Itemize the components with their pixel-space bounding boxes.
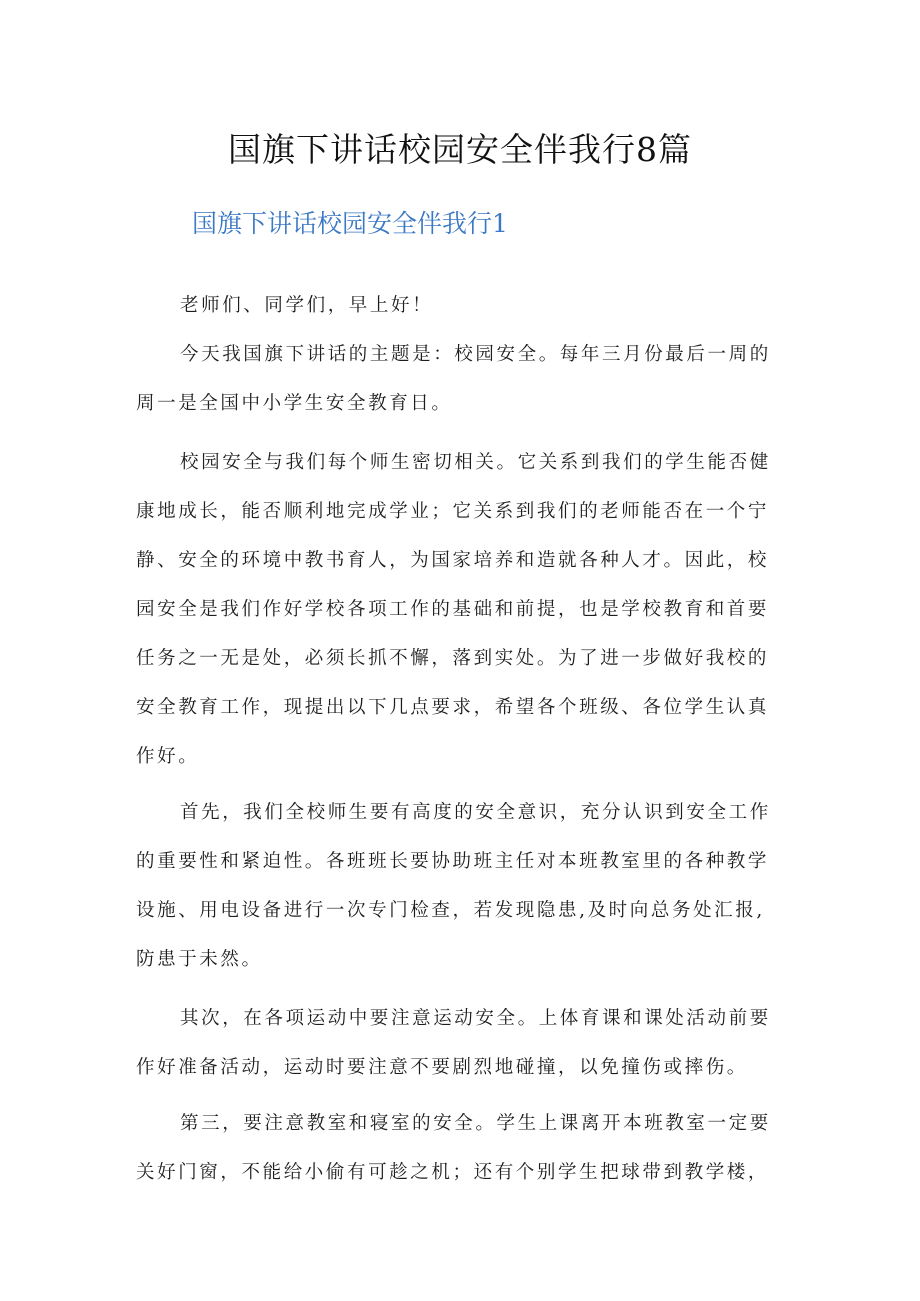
paragraph-line: 首先，我们全校师生要有高度的安全意识，充分认识到安全工作 bbox=[180, 802, 771, 823]
paragraph-line: 今天我国旗下讲话的主题是：校园安全。每年三月份最后一周的 bbox=[180, 344, 771, 365]
paragraph-line: 安全教育工作，现提出以下几点要求，希望各个班级、各位学生认真 bbox=[136, 697, 770, 718]
paragraph-line: 周一是全国中小学生安全教育日。 bbox=[136, 393, 453, 414]
paragraph-second-point bbox=[136, 994, 796, 1092]
paragraph-line: 防患于未然。 bbox=[136, 949, 263, 970]
paragraph-line: 静、安全的环境中教书育人，为国家培养和造就各种人才。因此，校 bbox=[136, 550, 770, 571]
paragraph-line: 任务之一无是处，必须长抓不懈，落到实处。为了进一步做好我校的 bbox=[136, 648, 770, 669]
paragraph-importance bbox=[136, 438, 796, 781]
paragraph-line: 园安全是我们作好学校各项工作的基础和前提，也是学校教育和首要 bbox=[136, 599, 770, 620]
paragraph-line: 老师们、同学们，早上好！ bbox=[180, 295, 434, 316]
section-heading: 国旗下讲话校园安全伴我行1 bbox=[192, 209, 508, 238]
paragraph-line: 其次，在各项运动中要注意运动安全。上体育课和课处活动前要 bbox=[180, 1008, 771, 1029]
paragraph-line: 康地成长，能否顺利地完成学业；它关系到我们的老师能否在一个宁 bbox=[136, 501, 770, 522]
paragraph-line: 关好门窗，不能给小偷有可趁之机；还有个别学生把球带到教学楼， bbox=[136, 1162, 770, 1183]
paragraph-first-point bbox=[136, 788, 796, 984]
paragraph-line: 的重要性和紧迫性。各班班长要协助班主任对本班教室里的各种教学 bbox=[136, 851, 770, 872]
paragraph-line: 作好准备活动，运动时要注意不要剧烈地碰撞，以免撞伤或摔伤。 bbox=[136, 1057, 748, 1078]
paragraph-line: 第三，要注意教室和寝室的安全。学生上课离开本班教室一定要 bbox=[180, 1113, 771, 1134]
document-title: 国旗下讲话校园安全伴我行8篇 bbox=[228, 130, 692, 169]
paragraph-third-point bbox=[136, 1099, 796, 1197]
paragraph-line: 校园安全与我们每个师生密切相关。它关系到我们的学生能否健 bbox=[180, 452, 771, 473]
paragraph-line: 设施、用电设备进行一次专门检查，若发现隐患,及时向总务处汇报, bbox=[136, 900, 765, 921]
paragraph-greeting bbox=[136, 281, 796, 330]
paragraph-line: 作好。 bbox=[136, 746, 200, 767]
paragraph-topic bbox=[136, 330, 796, 428]
